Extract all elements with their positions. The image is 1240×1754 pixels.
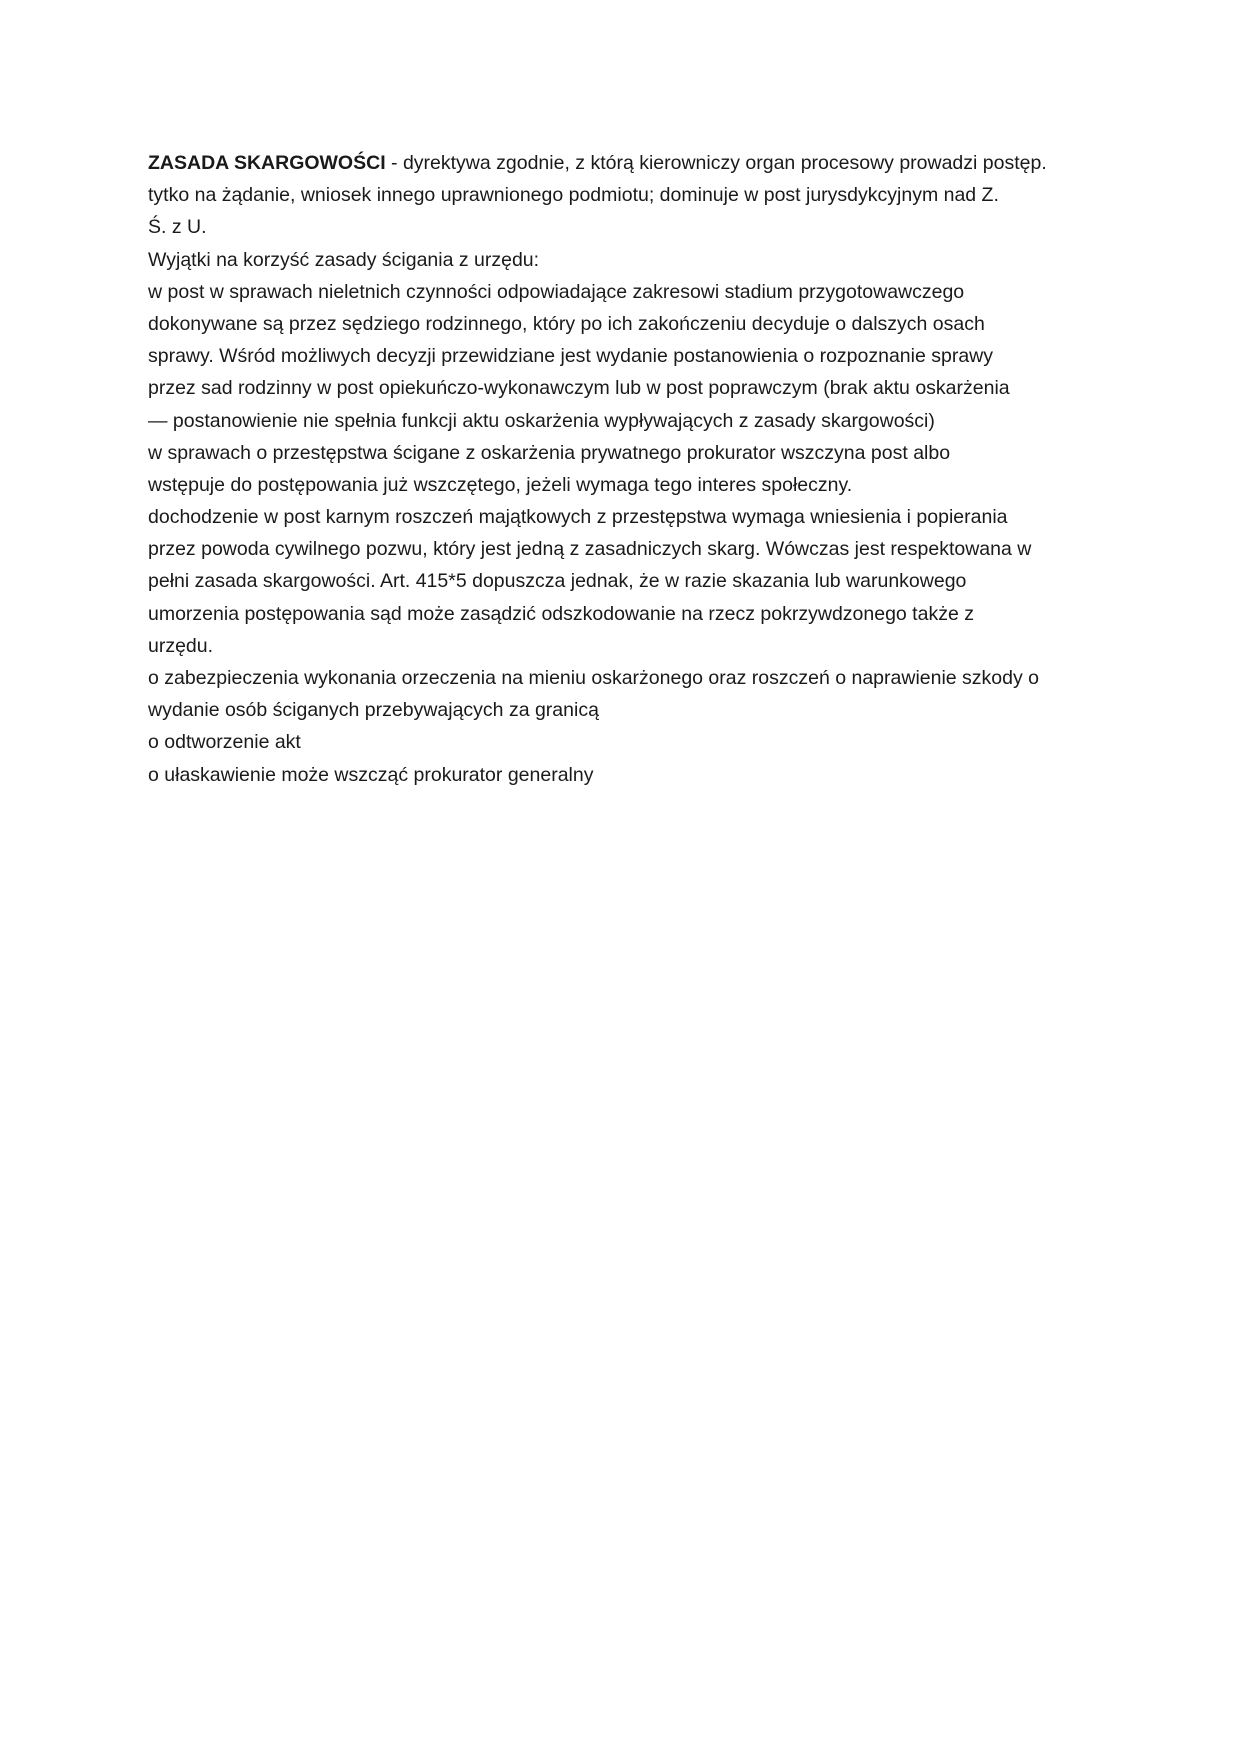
text-line-2: tytko na żądanie, wniosek innego uprawnionego podmiotu; dominuje w post jurysdykcyjnym nad Z. (148, 184, 999, 207)
text-line-3: Ś. z U. (148, 216, 207, 239)
text-line-15: umorzenia postępowania sąd może zasądzić odszkodowanie na rzecz pokrzywdzonego także z (148, 602, 974, 625)
text-line-7: sprawy. Wśród możliwych decyzji przewidziane jest wydanie postanowienia o rozpoznanie sprawy (148, 345, 994, 368)
text-line-11: wstępuje do postępowania już wszczętego, jeżeli wymaga tego interes społeczny. (148, 473, 853, 496)
text-line-16: urzędu. (148, 634, 214, 657)
heading-term: ZASADA SKARGOWOŚCI (148, 152, 386, 174)
text-line-20: o ułaskawienie może wszcząć prokurator generalny (148, 763, 594, 786)
text-line-9: — postanowienie nie spełnia funkcji aktu oskarżenia wypływających z zasady skargowości) (148, 409, 935, 432)
text-line-19: o odtworzenie akt (148, 731, 301, 754)
text-line-18: wydanie osób ściganych przebywających za granicą (148, 699, 599, 722)
document-body (148, 147, 1108, 791)
text-line-12: dochodzenie w post karnym roszczeń majątkowych z przestępstwa wymaga wniesienia i popierania (148, 506, 1008, 529)
text-line-10: w sprawach o przestępstwa ścigane z oskarżenia prywatnego prokurator wszczyna post albo (148, 441, 951, 464)
text-line-8: przez sad rodzinny w post opiekuńczo-wykonawczym lub w post poprawczym (brak aktu oskarżenia (148, 377, 1010, 400)
text-line-14: pełni zasada skargowości. Art. 415*5 dopuszcza jednak, że w razie skazania lub warunkowego (148, 570, 967, 593)
text-line-17: o zabezpieczenia wykonania orzeczenia na mieniu oskarżonego oraz roszczeń o naprawienie szkody o (148, 667, 1040, 689)
text-line-5: w post w sprawach nieletnich czynności odpowiadające zakresowi stadium przygotowawczego (148, 280, 965, 303)
text-line-1-rest: - dyrektywa zgodnie, z którą kierowniczy organ procesowy prowadzi postęp. (385, 152, 1047, 174)
text-line-6: dokonywane są przez sędziego rodzinnego, który po ich zakończeniu decyduje o dalszych osach (148, 312, 985, 335)
text-line-13: przez powoda cywilnego pozwu, który jest jedną z zasadniczych skarg. Wówczas jest respektowana w (148, 538, 1032, 561)
text-line-1 (148, 147, 1108, 179)
text-line-4: Wyjątki na korzyść zasady ścigania z urzędu: (148, 248, 540, 271)
